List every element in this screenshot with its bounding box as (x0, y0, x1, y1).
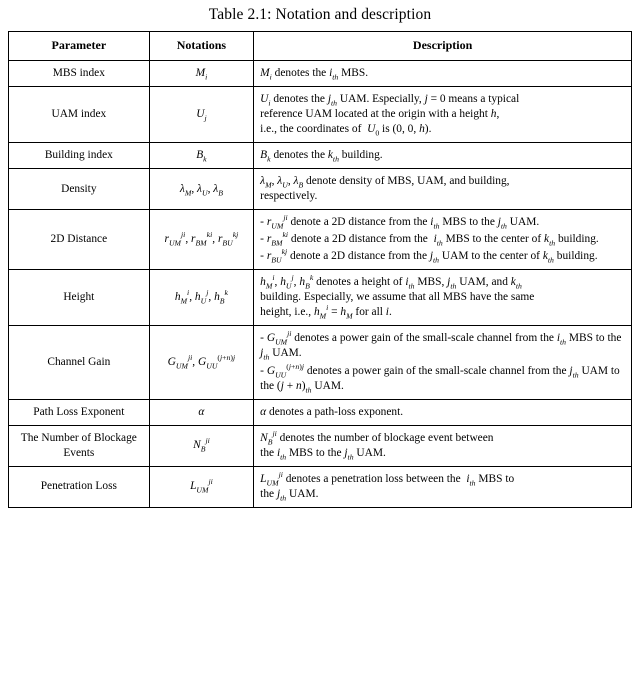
table-row (9, 466, 632, 507)
table-caption: Table 2.1: Notation and description (208, 6, 432, 23)
table-row (9, 270, 632, 326)
cell-parameter: Path Loss Exponent (9, 399, 150, 425)
table-row (9, 425, 632, 466)
cell-description: $B_k$ denotes the $k_{th}$ building. (254, 143, 632, 169)
column-header-notations: Notations (149, 32, 254, 61)
cell-parameter: The Number of Blockage Events (9, 425, 150, 466)
column-header-description: Description (254, 32, 632, 61)
cell-description: $M_i$ denotes the $i_{th}$ MBS. (254, 60, 632, 86)
cell-parameter: Height (9, 270, 150, 326)
cell-notation: $U_j$ (149, 86, 254, 142)
cell-parameter: MBS index (9, 60, 150, 86)
table-row (9, 326, 632, 399)
cell-parameter: UAM index (9, 86, 150, 142)
cell-parameter: Building index (9, 143, 150, 169)
cell-description: $\lambda_M$, $\lambda_U$, $\lambda_B$ denote density of MBS, UAM, and building, respectively. (254, 169, 632, 210)
cell-notation: $G_{UM}^{ji}$, $G_{UU}^{(j+n)j}$ (149, 326, 254, 399)
cell-notation: $B_k$ (149, 143, 254, 169)
cell-description: $h_M^i$, $h_U^j$, $h_B^k$ denotes a height of $i_{th}$ MBS, $j_{th}$ UAM, and $k_{th}$ building. Especially, we assume that all MBS have the same height, i.e., $h_M^i = h_M$ for all i. (254, 270, 632, 326)
cell-description: - $r_{UM}^{ji}$ denote a 2D distance from the $i_{th}$ MBS to the $j_{th}$ UAM. - $r_{BM}^{ki}$ denote a 2D distance from the $i_{th}$ MBS to the center of $k_{th}$ building. - $r_{BU}^{kj}$ denote a 2D distance from the $j_{th}$ UAM to the center of $k_{th}$ building. (254, 210, 632, 270)
cell-description: $U_i$ denotes the $j_{th}$ UAM. Especially, j = 0 means a typical reference UAM located at the origin with a height h, i.e., the coordinates of $U_0$ is (0, 0, h). (254, 86, 632, 142)
cell-description: - $G_{UM}^{ji}$ denotes a power gain of the small-scale channel from the $i_{th}$ MBS to the $j_{th}$ UAM. - $G_{UU}^{(j+n)j}$ denotes a power gain of the small-scale channel from the $j_{th}$ UAM to the $(j + n)_{th}$ UAM. (254, 326, 632, 399)
cell-notation: α (149, 399, 254, 425)
cell-notation: $N_B^{ji}$ (149, 425, 254, 466)
cell-notation: $r_{UM}^{ji}$, $r_{BM}^{ki}$, $r_{BU}^{kj}$ (149, 210, 254, 270)
cell-description: $N_B^{ji}$ denotes the number of blockage event between the $i_{th}$ MBS to the $j_{th}$ UAM. (254, 425, 632, 466)
cell-notation: $h_M^i$, $h_U^j$, $h_B^k$ (149, 270, 254, 326)
table-body (9, 60, 632, 507)
table-row (9, 210, 632, 270)
cell-description: α denotes a path-loss exponent. (254, 399, 632, 425)
notation-table (8, 31, 632, 508)
table-row (9, 86, 632, 142)
table-row (9, 399, 632, 425)
table-head (9, 32, 632, 61)
cell-parameter: Channel Gain (9, 326, 150, 399)
table-header-row (9, 32, 632, 61)
cell-notation: $M_i$ (149, 60, 254, 86)
cell-notation: $\lambda_M$, $\lambda_U$, $\lambda_B$ (149, 169, 254, 210)
column-header-parameter: Parameter (9, 32, 150, 61)
cell-notation: $L_{UM}^{ji}$ (149, 466, 254, 507)
cell-parameter: 2D Distance (9, 210, 150, 270)
cell-parameter: Density (9, 169, 150, 210)
cell-parameter: Penetration Loss (9, 466, 150, 507)
table-row (9, 60, 632, 86)
table-row (9, 169, 632, 210)
table-row (9, 143, 632, 169)
cell-description: $L_{UM}^{ji}$ denotes a penetration loss between the $i_{th}$ MBS to the $j_{th}$ UAM. (254, 466, 632, 507)
